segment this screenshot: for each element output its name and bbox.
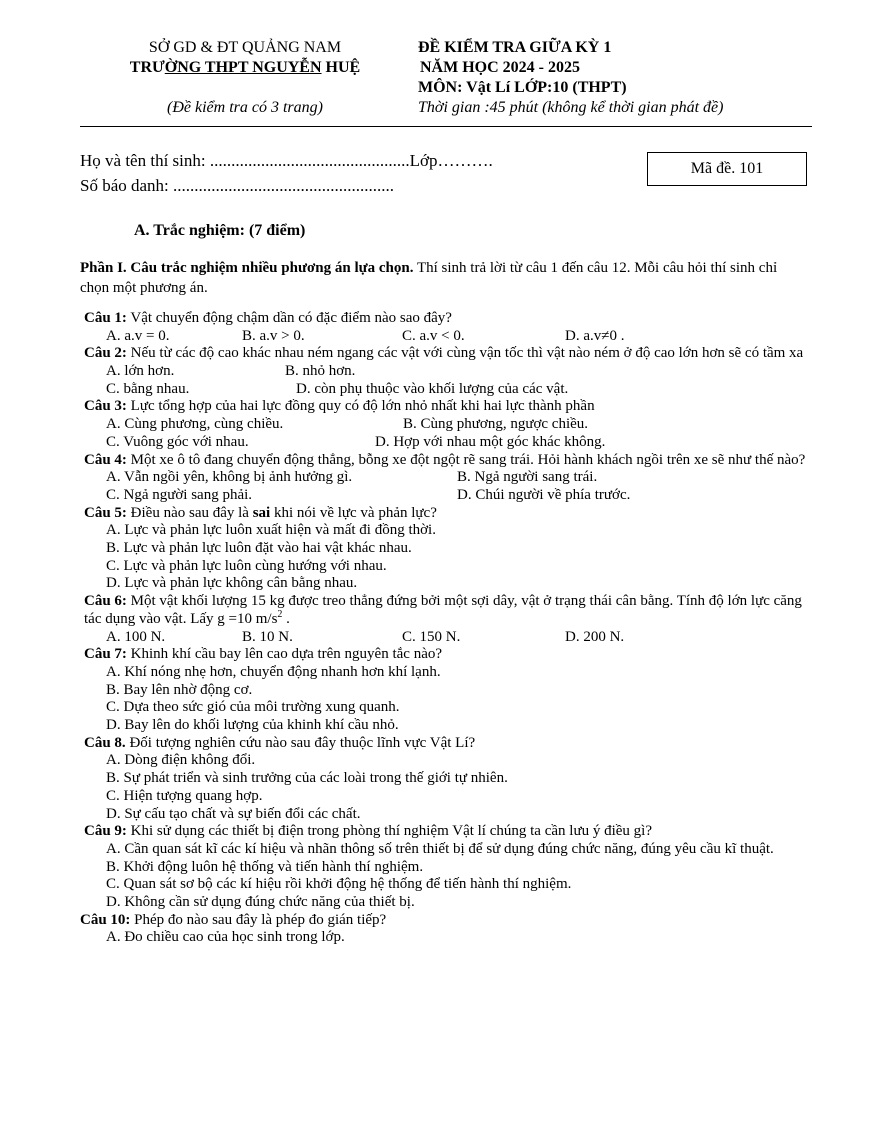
option-c[interactable]: C. a.v < 0. — [402, 327, 465, 344]
option-d[interactable]: D. Không cần sử dụng đúng chức năng của thiết bị. — [106, 894, 415, 911]
part1-text: Thí sinh trả lời từ câu 1 đến câu 12. Mỗi câu hỏi thí sinh chỉ chọn một phương án. — [80, 260, 778, 296]
question-text: Khinh khí cầu bay lên cao dựa trên nguyên tắc nào? — [126, 646, 443, 663]
pages-note: (Đề kiểm tra có 3 trang) — [167, 99, 323, 116]
question-stem — [80, 593, 810, 628]
question-label: Câu 5: — [84, 504, 127, 521]
question-text: Một vật khối lượng 15 kg được treo thẳng đứng bởi một sợi dây, vật ở trạng thái cân bằng. Tính độ lớn lực căng tác dụng vào vật. Lấy g =10 m/s — [84, 593, 802, 627]
exam-code-box: Mã đề. 101 — [647, 152, 807, 186]
question-stem — [80, 398, 810, 416]
question-text: Vật chuyển động chậm dần có đặc điểm nào sao đây? — [126, 310, 452, 326]
school-name-part: TRƯ — [129, 59, 165, 76]
school-name-part: HUỆ — [321, 59, 361, 76]
question-text: khi nói về lực và phản lực? — [270, 504, 437, 521]
question-10 — [80, 912, 810, 947]
school-name — [80, 58, 410, 78]
question-text: Một xe ô tô đang chuyển động thẳng, bỗng xe đột ngột rẽ sang trái. Hỏi hành khách ngồi trên xe sẽ như thế nào? — [126, 451, 806, 468]
options-row — [80, 487, 810, 505]
option-b[interactable]: B. Ngả người sang trái. — [457, 469, 598, 486]
candidate-name-line[interactable]: Họ và tên thí sinh: ...............................................Lớp………. — [80, 151, 493, 170]
options-row — [80, 469, 810, 487]
option-a[interactable]: A. Vẫn ngồi yên, không bị ảnh hưởng gì. — [106, 469, 353, 486]
question-text: Khi sử dụng các thiết bị điện trong phòng thí nghiệm Vật lí chúng ta cần lưu ý điều gì? — [126, 823, 652, 840]
header-left — [80, 38, 410, 118]
question-1 — [80, 310, 810, 345]
candidate-info — [80, 148, 493, 198]
options-row — [80, 416, 810, 434]
question-stem — [80, 646, 810, 664]
option-a[interactable]: A. lớn hơn. — [106, 363, 175, 380]
option-b[interactable]: B. 10 N. — [242, 628, 293, 645]
question-6 — [80, 593, 810, 646]
school-name-underlined: ỜNG THPT NGUYỄN — [164, 59, 322, 76]
option-a[interactable]: A. Dòng điện không đổi. — [106, 752, 256, 769]
options-row — [80, 629, 810, 647]
option-c[interactable]: C. Lực và phản lực luôn cùng hướng với nhau. — [106, 557, 387, 574]
option-b[interactable]: B. Khởi động luôn hệ thống và tiến hành thí nghiệm. — [106, 858, 424, 875]
option-b[interactable]: B. Lực và phản lực luôn đặt vào hai vật khác nhau. — [106, 540, 412, 557]
question-label: Câu 8. — [84, 734, 126, 751]
option-a[interactable]: A. Khí nóng nhẹ hơn, chuyển động nhanh hơn khí lạnh. — [106, 663, 441, 680]
header-right — [418, 38, 818, 118]
question-text: Điều nào sau đây là — [126, 504, 253, 521]
question-label: Câu 1: — [84, 310, 127, 326]
question-9 — [80, 823, 810, 912]
option-b[interactable]: B. Sự phát triển và sinh trưởng của các loài trong thế giới tự nhiên. — [106, 770, 508, 787]
option-d[interactable]: D. Bay lên do khối lượng của khinh khí cầu nhỏ. — [106, 717, 399, 734]
question-stem — [80, 310, 810, 328]
option-d[interactable]: D. Sự cấu tạo chất và sự biến đổi các chất. — [106, 805, 361, 822]
option-a[interactable]: A. Cần quan sát kĩ các kí hiệu và nhãn thông số trên thiết bị để sử dụng đúng chức năng, đúng yêu cầu kĩ thuật. — [106, 840, 774, 857]
option-a[interactable]: A. a.v = 0. — [106, 327, 170, 344]
option-c[interactable]: C. bằng nhau. — [106, 380, 190, 397]
question-text: Phép đo nào sau đây là phép đo gián tiếp? — [130, 911, 387, 928]
section-a-title: A. Trắc nghiệm: (7 điểm) — [134, 222, 306, 239]
option-a[interactable]: A. Cùng phương, cùng chiều. — [106, 416, 284, 433]
superscript: 2 — [277, 608, 283, 620]
question-text: . — [282, 610, 290, 627]
question-stem — [80, 912, 810, 930]
department-name: SỞ GD & ĐT QUẢNG NAM — [148, 39, 342, 56]
subject-line: MÔN: Vật Lí LỚP:10 (THPT) — [418, 79, 627, 96]
question-text-emphasis: sai — [252, 504, 271, 521]
question-text: Đối tượng nghiên cứu nào sau đây thuộc lĩnh vực Vật Lí? — [125, 734, 476, 751]
option-a[interactable]: A. Lực và phản lực luôn xuất hiện và mất đi đồng thời. — [106, 522, 436, 539]
time-note: Thời gian :45 phút (không kể thời gian phát đề) — [418, 99, 724, 116]
option-b[interactable]: B. nhỏ hơn. — [285, 363, 356, 380]
question-text: Lực tổng hợp của hai lực đồng quy có độ lớn nhỏ nhất khi hai lực thành phần — [126, 398, 595, 415]
question-text: Nếu từ các độ cao khác nhau ném ngang các vật với cùng vận tốc thì vật nào ném ở độ cao lớn hơn sẽ có tầm xa — [126, 345, 804, 362]
option-c[interactable]: C. Quan sát sơ bộ các kí hiệu rồi khởi động hệ thống để tiến hành thí nghiệm. — [106, 876, 572, 893]
option-b[interactable]: B. Cùng phương, ngược chiều. — [403, 416, 589, 433]
header-divider — [80, 126, 812, 127]
question-7 — [80, 646, 810, 735]
question-stem — [80, 452, 810, 470]
option-c[interactable]: C. Hiện tượng quang hợp. — [106, 787, 263, 804]
question-label: Câu 10: — [80, 911, 131, 928]
question-list — [80, 310, 810, 947]
option-b[interactable]: B. Bay lên nhờ động cơ. — [106, 681, 253, 698]
question-8 — [80, 735, 810, 824]
part1-instructions — [80, 258, 805, 298]
spacer — [80, 78, 410, 98]
candidate-id-line[interactable]: Số báo danh: .................................................... — [80, 176, 395, 195]
option-d[interactable]: D. Lực và phản lực không cân bằng nhau. — [106, 575, 358, 592]
option-a[interactable]: A. 100 N. — [106, 628, 166, 645]
option-a[interactable]: A. Đo chiều cao của học sinh trong lớp. — [106, 929, 345, 946]
exam-header — [80, 38, 812, 128]
question-2 — [80, 345, 810, 398]
question-label: Câu 2: — [84, 345, 127, 362]
option-d[interactable]: D. 200 N. — [565, 628, 625, 645]
question-stem — [80, 505, 810, 523]
options-row — [80, 434, 810, 452]
question-label: Câu 3: — [84, 398, 127, 415]
option-d[interactable]: D. a.v≠0 . — [565, 327, 625, 344]
question-label: Câu 4: — [84, 451, 127, 468]
option-d[interactable]: D. Hợp với nhau một góc khác không. — [375, 433, 606, 450]
option-c[interactable]: C. Dựa theo sức gió của môi trường xung quanh. — [106, 699, 400, 716]
option-c[interactable]: C. 150 N. — [402, 628, 461, 645]
question-3 — [80, 398, 810, 451]
question-label: Câu 6: — [84, 593, 127, 610]
option-c[interactable]: C. Vuông góc với nhau. — [106, 433, 249, 450]
question-label: Câu 9: — [84, 823, 127, 840]
option-b[interactable]: B. a.v > 0. — [242, 327, 305, 344]
option-d[interactable]: D. Chúi người về phía trước. — [457, 486, 631, 503]
question-label: Câu 7: — [84, 646, 127, 663]
part1-title: Phần I. Câu trắc nghiệm nhiều phương án lựa chọn. — [80, 260, 414, 276]
question-5 — [80, 505, 810, 594]
option-d[interactable]: D. còn phụ thuộc vào khối lượng của các vật. — [296, 380, 569, 397]
question-stem — [80, 345, 810, 363]
question-stem — [80, 735, 810, 753]
option-c[interactable]: C. Ngả người sang phải. — [106, 486, 253, 503]
options-row — [80, 328, 810, 346]
exam-title: ĐỀ KIỂM TRA GIỮA KỲ 1 — [418, 39, 612, 56]
question-stem — [80, 823, 810, 841]
options-row — [80, 363, 810, 381]
question-4 — [80, 452, 810, 505]
options-row — [80, 381, 810, 399]
school-year: NĂM HỌC 2024 - 2025 — [420, 59, 580, 76]
